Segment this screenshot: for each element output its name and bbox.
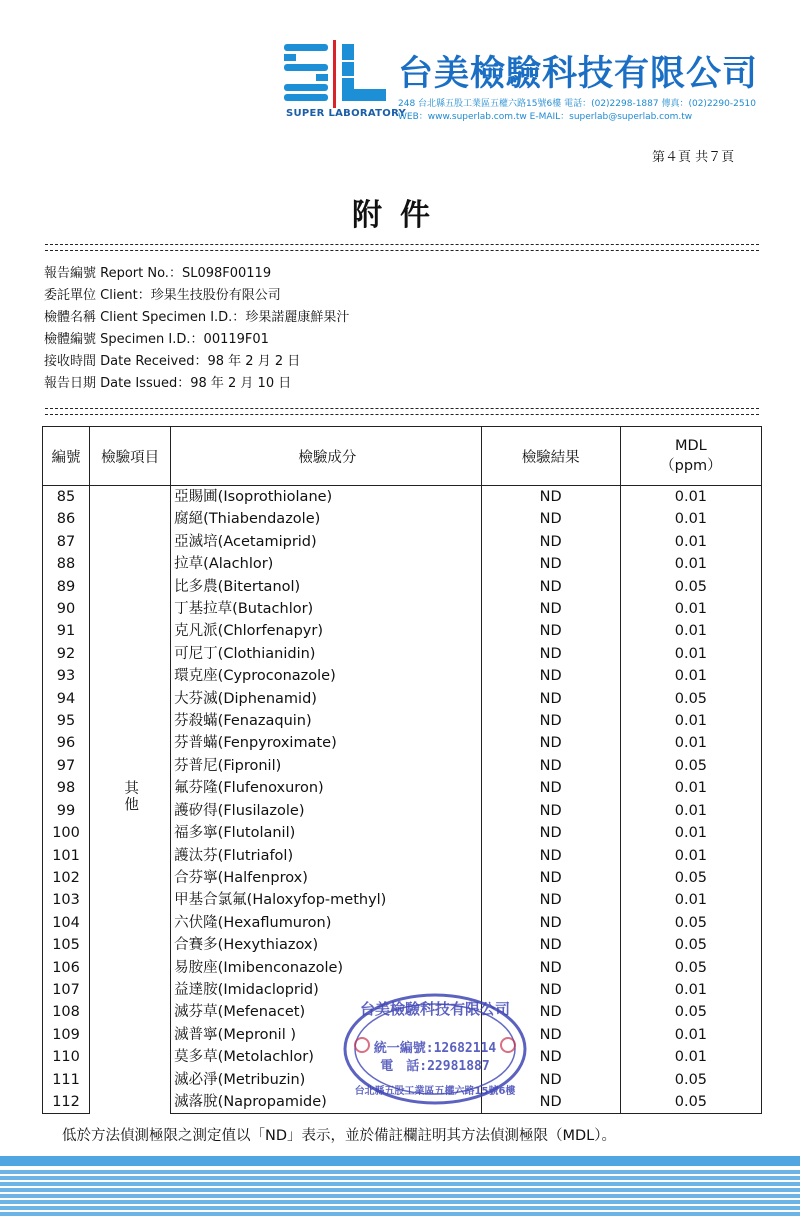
cell-component: 護汰芬(Flutriafol) <box>171 845 481 867</box>
cell-component: 福多寧(Flutolanil) <box>171 822 481 844</box>
cell-result: ND <box>481 643 620 665</box>
cell-result: ND <box>481 1069 620 1091</box>
mdl-header-line2: （ppm） <box>660 457 722 474</box>
cell-result: ND <box>481 934 620 956</box>
info-value: 珍果諾麗康鮮果汁 <box>245 310 350 325</box>
cell-result: ND <box>481 957 620 979</box>
cell-result: ND <box>481 1091 620 1114</box>
cell-no: 92 <box>43 643 90 665</box>
cell-mdl: 0.01 <box>620 531 761 553</box>
cell-mdl: 0.05 <box>620 1001 761 1023</box>
cell-result: ND <box>481 912 620 934</box>
cell-no: 107 <box>43 979 90 1001</box>
cell-mdl: 0.01 <box>620 889 761 911</box>
logo-subtitle: SUPER LABORATORY <box>286 108 407 119</box>
cell-result: ND <box>481 576 620 598</box>
cell-no: 97 <box>43 755 90 777</box>
cell-component: 甲基合氯氟(Haloxyfop-methyl) <box>171 889 481 911</box>
report-info-row <box>44 329 349 351</box>
table-row <box>43 486 762 509</box>
info-value: 00119F01 <box>203 332 269 347</box>
cell-component: 芬普尼(Fipronil) <box>171 755 481 777</box>
company-address: 248 台北縣五股工業區五權六路15號6樓 電話：(02)2298-1887 傳真：(02)2290-2510 <box>398 99 757 109</box>
cell-result: ND <box>481 553 620 575</box>
stamp-name: 台美檢驗科技有限公司 <box>359 1000 511 1018</box>
cell-no: 87 <box>43 531 90 553</box>
cell-no: 88 <box>43 553 90 575</box>
cell-result: ND <box>481 598 620 620</box>
cell-component: 莫多草(Metolachlor) <box>171 1046 481 1068</box>
cell-mdl: 0.01 <box>620 845 761 867</box>
cell-no: 91 <box>43 620 90 642</box>
cell-result: ND <box>481 531 620 553</box>
cell-category <box>90 486 171 1114</box>
cell-no: 108 <box>43 1001 90 1023</box>
cell-mdl: 0.05 <box>620 688 761 710</box>
stamp-phone: 電 話:22981887 <box>380 1059 490 1074</box>
cell-component: 滅落脫(Napropamide) <box>171 1091 481 1114</box>
cell-result: ND <box>481 979 620 1001</box>
cell-component: 丁基拉草(Butachlor) <box>171 598 481 620</box>
cell-result: ND <box>481 755 620 777</box>
info-label: 檢體名稱 Client Specimen I.D.： <box>44 310 246 325</box>
cell-no: 104 <box>43 912 90 934</box>
cell-no: 90 <box>43 598 90 620</box>
cell-mdl: 0.01 <box>620 620 761 642</box>
cell-mdl: 0.05 <box>620 912 761 934</box>
col-header-mdl <box>620 427 761 486</box>
cell-mdl: 0.01 <box>620 643 761 665</box>
cell-result: ND <box>481 688 620 710</box>
cell-component: 氟芬隆(Flufenoxuron) <box>171 777 481 799</box>
cell-no: 101 <box>43 845 90 867</box>
cell-no: 89 <box>43 576 90 598</box>
cell-mdl: 0.05 <box>620 1069 761 1091</box>
report-info-row <box>44 263 349 285</box>
cell-component: 可尼丁(Clothianidin) <box>171 643 481 665</box>
cell-no: 105 <box>43 934 90 956</box>
cell-component: 大芬滅(Diphenamid) <box>171 688 481 710</box>
report-info <box>44 263 349 395</box>
cell-no: 98 <box>43 777 90 799</box>
col-header-no: 編號 <box>43 427 90 486</box>
cell-component: 腐絕(Thiabendazole) <box>171 508 481 530</box>
cell-result: ND <box>481 508 620 530</box>
info-label: 委託單位 Client： <box>44 288 151 303</box>
cell-mdl: 0.01 <box>620 979 761 1001</box>
cell-component: 芬殺蟎(Fenazaquin) <box>171 710 481 732</box>
cell-result: ND <box>481 1001 620 1023</box>
cell-component: 易胺座(Imibenconazole) <box>171 957 481 979</box>
cell-no: 100 <box>43 822 90 844</box>
cell-mdl: 0.01 <box>620 598 761 620</box>
cell-result: ND <box>481 889 620 911</box>
cell-no: 86 <box>43 508 90 530</box>
cell-component: 亞賜圃(Isoprothiolane) <box>171 486 481 509</box>
cell-component: 比多農(Bitertanol) <box>171 576 481 598</box>
cell-component: 拉草(Alachlor) <box>171 553 481 575</box>
page-title: 附件 <box>352 198 448 233</box>
cell-result: ND <box>481 800 620 822</box>
cell-no: 111 <box>43 1069 90 1091</box>
letterhead <box>0 0 800 130</box>
cell-mdl: 0.01 <box>620 732 761 754</box>
cell-mdl: 0.01 <box>620 508 761 530</box>
cell-no: 93 <box>43 665 90 687</box>
report-info-row <box>44 351 349 373</box>
info-label: 檢體編號 Specimen I.D.： <box>44 332 204 347</box>
info-value: 珍果生技股份有限公司 <box>150 288 281 303</box>
stamp-address: 台北縣五股工業區五權六路15號6樓 <box>354 1086 516 1097</box>
report-info-row <box>44 307 349 329</box>
cell-result: ND <box>481 777 620 799</box>
cell-mdl: 0.01 <box>620 665 761 687</box>
footer-stripe-pattern <box>0 1168 800 1216</box>
cell-no: 99 <box>43 800 90 822</box>
cell-mdl: 0.05 <box>620 576 761 598</box>
info-value: 98 年 2 月 10 日 <box>190 376 292 391</box>
col-header-component: 檢驗成分 <box>171 427 481 486</box>
cell-result: ND <box>481 710 620 732</box>
cell-component: 護矽得(Flusilazole) <box>171 800 481 822</box>
cell-component: 六伏隆(Hexaflumuron) <box>171 912 481 934</box>
footnote: 低於方法偵測極限之測定值以「ND」表示，並於備註欄註明其方法偵測極限（MDL）。 <box>62 1128 617 1144</box>
info-label: 報告編號 Report No.： <box>44 266 182 281</box>
cell-mdl: 0.05 <box>620 934 761 956</box>
cell-component: 滅必淨(Metribuzin) <box>171 1069 481 1091</box>
cell-mdl: 0.05 <box>620 1091 761 1114</box>
cell-result: ND <box>481 665 620 687</box>
cell-mdl: 0.01 <box>620 710 761 732</box>
cell-no: 109 <box>43 1024 90 1046</box>
cell-mdl: 0.01 <box>620 486 761 509</box>
page-number: 第４頁 共７頁 <box>652 150 735 165</box>
cell-no: 95 <box>43 710 90 732</box>
cell-no: 110 <box>43 1046 90 1068</box>
report-info-row <box>44 373 349 395</box>
report-info-row <box>44 285 349 307</box>
cell-result: ND <box>481 867 620 889</box>
cell-component: 滅普寧(Mepronil ) <box>171 1024 481 1046</box>
cell-mdl: 0.01 <box>620 777 761 799</box>
cell-result: ND <box>481 732 620 754</box>
cell-component: 環克座(Cyproconazole) <box>171 665 481 687</box>
cell-mdl: 0.01 <box>620 1046 761 1068</box>
cell-mdl: 0.05 <box>620 957 761 979</box>
cell-component: 滅芬草(Mefenacet) <box>171 1001 481 1023</box>
cell-no: 106 <box>43 957 90 979</box>
col-header-item: 檢驗項目 <box>90 427 171 486</box>
cell-result: ND <box>481 1024 620 1046</box>
cell-mdl: 0.01 <box>620 800 761 822</box>
cell-component: 合賽多(Hexythiazox) <box>171 934 481 956</box>
company-logo <box>282 40 392 108</box>
cell-mdl: 0.01 <box>620 822 761 844</box>
cell-no: 103 <box>43 889 90 911</box>
cell-mdl: 0.01 <box>620 553 761 575</box>
cell-component: 克凡派(Chlorfenapyr) <box>171 620 481 642</box>
stamp-tax-id: 統一編號:12682114 <box>373 1041 497 1056</box>
cell-result: ND <box>481 486 620 509</box>
cell-no: 102 <box>43 867 90 889</box>
cell-result: ND <box>481 845 620 867</box>
table-header-row <box>43 427 762 486</box>
cell-no: 112 <box>43 1091 90 1114</box>
cell-mdl: 0.05 <box>620 755 761 777</box>
cell-mdl: 0.05 <box>620 867 761 889</box>
footer-stripe <box>0 1156 800 1166</box>
cell-component: 芬普蟎(Fenpyroximate) <box>171 732 481 754</box>
cell-no: 94 <box>43 688 90 710</box>
cell-component: 益達胺(Imidacloprid) <box>171 979 481 1001</box>
info-label: 接收時間 Date Received： <box>44 354 208 369</box>
separator-double-dashed <box>45 244 759 251</box>
company-name: 台美檢驗科技有限公司 <box>398 54 759 94</box>
sl-logo-icon <box>282 40 392 108</box>
info-label: 報告日期 Date Issued： <box>44 376 191 391</box>
cell-result: ND <box>481 1046 620 1068</box>
category-label: 其他 <box>122 779 139 813</box>
company-web: WEB：www.superlab.com.tw E-MAIL：superlab@superlab.com.tw <box>398 112 693 122</box>
info-value: SL098F00119 <box>181 266 272 281</box>
cell-component: 合芬寧(Halfenprox) <box>171 867 481 889</box>
cell-mdl: 0.01 <box>620 1024 761 1046</box>
mdl-header-line1: MDL <box>675 437 707 454</box>
cell-result: ND <box>481 822 620 844</box>
cell-component: 亞滅培(Acetamiprid) <box>171 531 481 553</box>
cell-result: ND <box>481 620 620 642</box>
cell-no: 85 <box>43 486 90 509</box>
company-seal-stamp <box>340 990 530 1108</box>
separator-double-dashed <box>45 408 759 415</box>
col-header-result: 檢驗結果 <box>481 427 620 486</box>
cell-no: 96 <box>43 732 90 754</box>
info-value: 98 年 2 月 2 日 <box>207 354 301 369</box>
